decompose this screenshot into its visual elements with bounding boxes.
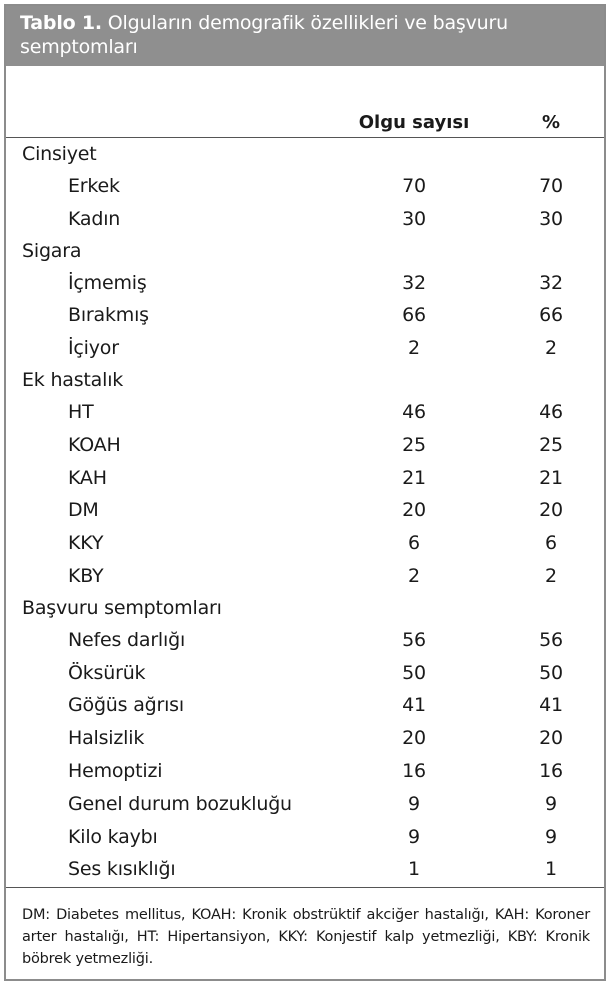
- table-row: [6, 203, 604, 236]
- row-label: Halsizlik: [68, 727, 145, 750]
- section-label: Ek hastalık: [22, 368, 124, 391]
- cell-count: 66: [402, 304, 426, 327]
- cell-count: 2: [408, 337, 420, 360]
- cell-count: 16: [402, 759, 426, 782]
- cell-percent: 32: [539, 271, 563, 294]
- table-row: [6, 462, 604, 495]
- table-row: [6, 755, 604, 788]
- row-label: KKY: [68, 532, 104, 555]
- cell-count: 41: [402, 694, 426, 717]
- cell-count: 56: [402, 628, 426, 651]
- cell-percent: 21: [539, 466, 563, 489]
- table-row: [6, 332, 604, 365]
- row-label: Göğüs ağrısı: [68, 694, 184, 717]
- cell-percent: 56: [539, 628, 563, 651]
- table-footnote: DM: Diabetes mellitus, KOAH: Kronik obstrüktif akciğer hastalığı, KAH: Koroner arter hastalığı, HT: Hipertansiyon, KKY: Konjestif kalp yetmezliği, KBY: Kronik böbrek yetmezliği.: [22, 907, 590, 967]
- cell-count: 9: [408, 792, 420, 815]
- row-label: İçmemiş: [68, 271, 147, 294]
- section-label: Cinsiyet: [22, 143, 97, 165]
- table-title: [6, 6, 604, 66]
- row-label: HT: [68, 400, 94, 423]
- row-label: KOAH: [68, 433, 121, 456]
- cell-percent: 41: [539, 694, 563, 717]
- row-label: KBY: [68, 564, 104, 587]
- cell-percent: 2: [545, 337, 557, 360]
- table-row: [6, 853, 604, 886]
- table-row: [6, 429, 604, 462]
- table-row: [6, 267, 604, 300]
- cell-count: 9: [408, 825, 420, 848]
- cell-count: 70: [402, 175, 426, 197]
- table-row: [6, 560, 604, 593]
- row-label: Nefes darlığı: [68, 628, 186, 651]
- column-header-percent: %: [541, 112, 561, 133]
- table-row: [6, 788, 604, 821]
- table-row: [6, 494, 604, 527]
- cell-count: 32: [402, 271, 426, 294]
- cell-count: 20: [402, 727, 426, 750]
- section-row: [6, 236, 604, 267]
- section-row: [6, 593, 604, 624]
- row-label: Hemoptizi: [68, 759, 163, 782]
- footer-rule: [6, 887, 604, 888]
- cell-count: 30: [402, 207, 426, 230]
- column-header-count: Olgu sayısı: [358, 112, 470, 133]
- row-label: Öksürük: [68, 661, 146, 684]
- table-body: [6, 139, 604, 886]
- row-label: Genel durum bozukluğu: [68, 792, 292, 815]
- table-row: [6, 624, 604, 657]
- row-label: Kadın: [68, 207, 121, 230]
- cell-percent: 6: [545, 532, 557, 555]
- cell-percent: 2: [545, 564, 557, 587]
- row-label: Ses kısıklığı: [68, 858, 176, 881]
- cell-percent: 25: [539, 433, 563, 456]
- cell-count: 20: [402, 499, 426, 522]
- cell-percent: 20: [539, 499, 563, 522]
- cell-count: 2: [408, 564, 420, 587]
- cell-percent: 46: [539, 400, 563, 423]
- table-row: [6, 527, 604, 560]
- cell-percent: 1: [545, 858, 557, 881]
- row-label: Erkek: [68, 175, 120, 197]
- section-label: Başvuru semptomları: [22, 596, 222, 619]
- cell-count: 50: [402, 661, 426, 684]
- section-row: [6, 365, 604, 396]
- section-row: [6, 139, 604, 170]
- row-label: İçiyor: [68, 337, 119, 360]
- cell-count: 25: [402, 433, 426, 456]
- cell-percent: 9: [545, 792, 557, 815]
- cell-count: 1: [408, 858, 420, 881]
- row-label: DM: [68, 499, 99, 522]
- cell-count: 46: [402, 400, 426, 423]
- table-title-lead: Tablo 1.: [20, 12, 102, 34]
- table-row: [6, 722, 604, 755]
- table-row: [6, 396, 604, 429]
- table-frame: [4, 4, 606, 981]
- cell-percent: 50: [539, 661, 563, 684]
- row-label: KAH: [68, 466, 107, 489]
- table-row: [6, 299, 604, 332]
- cell-percent: 70: [539, 175, 563, 197]
- cell-percent: 66: [539, 304, 563, 327]
- cell-count: 6: [408, 532, 420, 555]
- section-label: Sigara: [22, 239, 82, 262]
- cell-percent: 16: [539, 759, 563, 782]
- cell-count: 21: [402, 466, 426, 489]
- cell-percent: 9: [545, 825, 557, 848]
- header-rule: [6, 137, 604, 138]
- cell-percent: 30: [539, 207, 563, 230]
- table-row: [6, 170, 604, 203]
- table-row: [6, 821, 604, 854]
- table-title-text: Olguların demografik özellikleri ve başvuru semptomları: [20, 12, 508, 58]
- row-label: Bırakmış: [68, 304, 149, 327]
- table-row: [6, 689, 604, 722]
- cell-percent: 20: [539, 727, 563, 750]
- row-label: Kilo kaybı: [68, 825, 158, 848]
- table-row: [6, 657, 604, 690]
